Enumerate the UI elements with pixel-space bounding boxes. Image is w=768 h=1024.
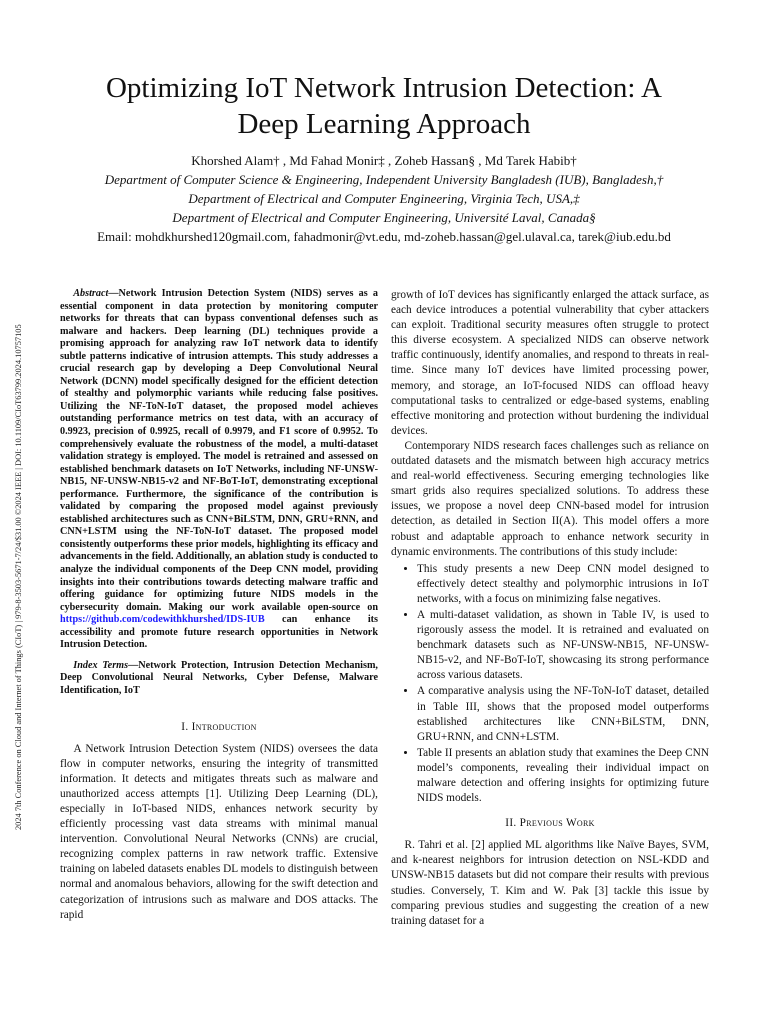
intro-paragraph-1: A Network Intrusion Detection System (NIDS) oversees the data flow in computer networks, ensuring the integrity of transmitted information. It detects and mitigates threats such as malware and unauthorized access attempts [1]. Utilizing Deep Learning (DL), especially in IoT-based NIDS, enhances network security by efficiently processing vast data streams with minimal manual intervention. Convolutional Neural Networks (CNNs) are crucial, recognizing complex patterns in raw network traffic. Extensive training on labeled datasets enables DL models to distinguish between normal and anomalous behaviors, allowing for the swift detection and categorization of intrusions such as malware and DOS attacks. The rapid — [60, 742, 378, 921]
side-stamp — [13, 190, 23, 830]
title-line-2: Deep Learning Approach — [237, 108, 531, 140]
contributions-list — [391, 562, 709, 807]
title-line-1: Optimizing IoT Network Intrusion Detection: A — [105, 72, 662, 104]
section-heading-previous-work — [391, 816, 709, 831]
section-number: I. — [181, 720, 192, 733]
author-block — [60, 151, 708, 246]
section-number: II. — [505, 817, 520, 830]
abstract — [60, 288, 378, 652]
left-column — [60, 288, 378, 923]
paper-title — [60, 70, 708, 142]
section-heading-introduction — [60, 720, 378, 735]
section-title: Introduction — [191, 720, 257, 733]
index-terms-text: —Network Protection, Intrusion Detection Mechanism, Deep Convolutional Neural Networks, Cyber Defense, Malware Identification, IoT — [60, 659, 378, 696]
author-emails: Email: mohdkhurshed120gmail.com, fahadmonir@vt.edu, md-zoheb.hassan@gel.ulaval.ca, tarek@iub.edu.bd — [97, 229, 671, 244]
list-item: • A comparative analysis using the NF-ToN-IoT dataset, detailed in Table III, shows that the proposed model outperforms established architectures like CNN+BiLSTM, DNN, GRU+RNN, and CNN+LSTM. — [417, 684, 709, 744]
abstract-text: —Network Intrusion Detection System (NIDS) serves as a essential component in data protection by monitoring computer networks for threats that can bypass conventional defenses such as malware and hackers. Deep learning (DL) techniques provide a promising approach for analyzing raw IoT network data to identify subtle patterns indicative of intrusion attempts. This study addresses a crucial research gap by developing a Deep Convolutional Neural Network (DCNN) model specifically designed for the efficient detection of stealthy and polymorphic variants while reducing false positives. Utilizing the NF-ToN-IoT dataset, the proposed model achieves outstanding performance metrics on test data, with an accuracy of 0.9923, precision of 0.9925, recall of 0.9979, and F1 score of 0.9952. To comprehensively evaluate the robustness of the model, a multi-dataset validation strategy is employed. The model is retrained and assessed on established benchmark datasets on IoT Networks, including NF-UNSW-NB15, NF-UNSW-NB15-v2 and NF-BoT-IoT, demonstrating exceptional performance. Furthermore, the significance of the contribution is validated by comparing the proposed model against previously established architectures such as CNN+BiLSTM, DNN, GRU+RNN, and CNN+LSTM using the NF-ToN-IoT dataset. The proposed model consistently outperforms these prior models, highlighting its efficacy and advancements in the field. Additionally, an ablation study is conducted to analyze the individual components of the Deep CNN model, providing insights into their contributions towards detecting malware traffic and offering guidance for optimizing future NIDS models in the cybersecurity domain. Making our work available open-source on — [60, 288, 378, 613]
affiliation-3: Department of Electrical and Computer Engineering, Université Laval, Canada§ — [172, 210, 596, 225]
intro-paragraph-2: Contemporary NIDS research faces challenges such as reliance on outdated datasets and the mismatch between high accuracy metrics and real-world effectiveness. Securing emerging technologies like smart grids also requires specialized solutions. To address these issues, we propose a novel deep CNN-based model for intrusion detection, as detailed in Section II(A). This model offers a more robust and adaptable approach to enhance network security in dynamic environments. The contributions of this study include: — [391, 439, 709, 558]
abstract-text-end: can enhance its accessibility and promote future research opportunities in Network Intrusion Detection. — [60, 614, 378, 651]
github-link[interactable]: https://github.com/codewithkhurshed/IDS-IUB — [60, 614, 265, 626]
list-item: • This study presents a new Deep CNN model designed to effectively detect stealthy and polymorphic intrusions in IoT networks, with a focus on minimizing false negatives. — [417, 562, 709, 607]
index-terms-label: Index Terms — [73, 659, 129, 671]
affiliation-2: Department of Electrical and Computer Engineering, Virginia Tech, USA,‡ — [188, 191, 580, 206]
affiliation-1: Department of Computer Science & Engineering, Independent University Bangladesh (IUB), Bangladesh,† — [104, 172, 664, 187]
list-item: • A multi-dataset validation, as shown in Table IV, is used to rigorously assess the model. It is retrained and evaluated on benchmark datasets such as NF-UNSW-NB15, NF-UNSW-NB15-v2, and NF-BoT-IoT, showcasing its strong performance across various datasets. — [417, 608, 709, 683]
index-terms — [60, 660, 378, 698]
author-names: Khorshed Alam† , Md Fahad Monir‡ , Zoheb Hassan§ , Md Tarek Habib† — [191, 153, 577, 168]
list-item: • Table II presents an ablation study that examines the Deep CNN model’s components, revealing their individual impact on malware detection and offering insights for optimizing future NIDS models. — [417, 746, 709, 806]
previous-work-paragraph-1: R. Tahri et al. [2] applied ML algorithms like Naïve Bayes, SVM, and k-nearest neighbors for intrusion detection on NSL-KDD and UNSW-NB15 datasets but did not compare their results with previous studies. Conversely, T. Kim and W. Pak [3] tackle this issue by comparing previous studies and suggesting the creation of a new training dataset for a — [391, 839, 709, 927]
section-title: Previous Work — [519, 817, 595, 830]
abstract-label: Abstract — [73, 288, 109, 299]
intro-paragraph-1-continued: growth of IoT devices has significantly enlarged the attack surface, as each device introduces a potential vulnerability that cyber attackers can exploit. Traditional security measures often struggle to protect this diverse ecosystem. A specialized NIDS can observe network traffic continuously, identify anomalies, and respond to threats in real-time. Since many IoT devices have limited processing power, memory, and storage, an IoT-focused NIDS can offload heavy computational tasks to centralized or edge-based systems, enabling effective monitoring and protection without burdening the individual devices. — [391, 289, 709, 437]
right-column — [391, 288, 709, 929]
doi-stamp-text: 2024 7th Conference on Cloud and Internet of Things (CIoT) | 979-8-3503-5671-7/24/$31.00 ©2024 IEEE | DOI: 10.1109/CIoT63799.2024.10757105 — [14, 324, 23, 830]
